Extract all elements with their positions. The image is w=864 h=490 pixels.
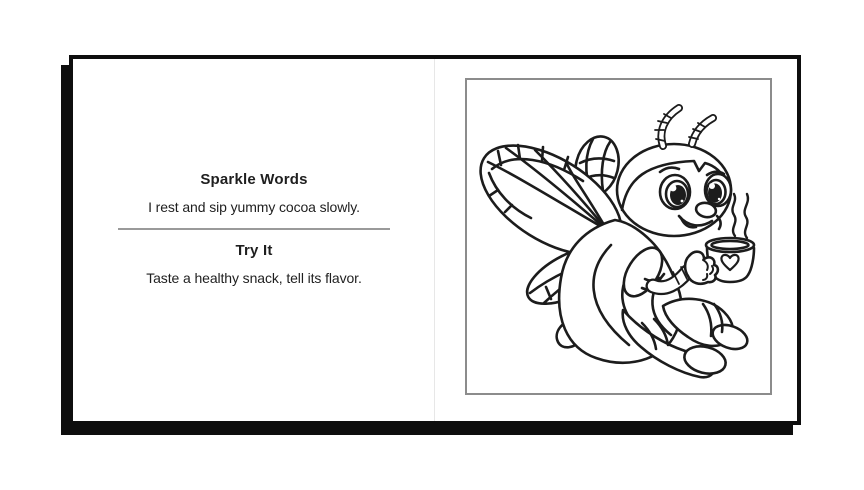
book-spread [69,55,801,425]
section-divider [118,228,390,230]
right-page [435,59,797,421]
illustration-frame [465,78,772,395]
bee-antennae [655,108,713,146]
try-it-heading: Try It [235,242,273,259]
sparkle-words-sentence: I rest and sip yummy cocoa slowly. [148,199,360,215]
bee-back-leg [663,299,751,354]
left-page [73,59,435,421]
sparkle-words-heading: Sparkle Words [200,171,308,188]
bee-head [617,144,731,236]
left-page-text-block [118,171,390,287]
steam-squiggles [732,194,748,238]
bee-illustration [467,80,770,393]
try-it-sentence: Taste a healthy snack, tell its flavor. [146,270,362,286]
